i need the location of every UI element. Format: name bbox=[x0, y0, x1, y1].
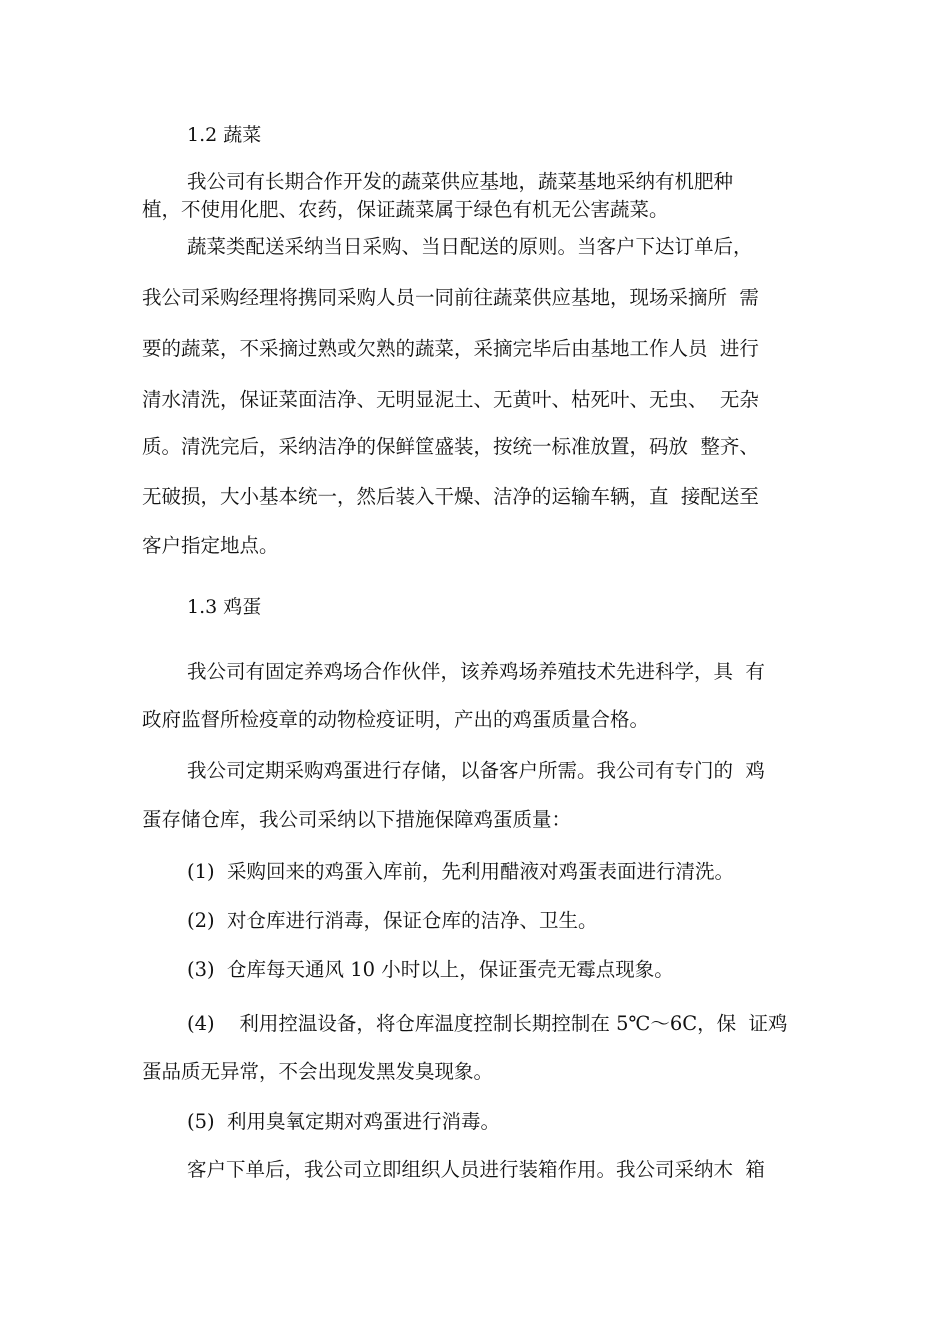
paragraph-line: 我公司有固定养鸡场合作伙伴，该养鸡场养殖技术先进科学，具 有 bbox=[187, 660, 765, 683]
paragraph-line: 我公司定期采购鸡蛋进行存储，以备客户所需。我公司有专门的 鸡 bbox=[187, 759, 765, 782]
paragraph-line: 无破损，大小基本统一，然后装入干燥、洁净的运输车辆，直 接配送至 bbox=[142, 485, 759, 508]
paragraph-line: 要的蔬菜，不采摘过熟或欠熟的蔬菜，采摘完毕后由基地工作人员 进行 bbox=[142, 337, 759, 360]
paragraph-line: 质。清洗完后，采纳洁净的保鲜筐盛装，按统一标准放置，码放 整齐、 bbox=[142, 435, 759, 458]
paragraph-line: 我公司采购经理将携同采购人员一同前往蔬菜供应基地，现场采摘所 需 bbox=[142, 286, 759, 309]
paragraph-line: 政府监督所检疫章的动物检疫证明，产出的鸡蛋质量合格。 bbox=[142, 708, 650, 731]
paragraph-line: 我公司有长期合作开发的蔬菜供应基地，蔬菜基地采纳有机肥种 bbox=[187, 170, 734, 193]
section-heading-vegetables: 1.2 蔬菜 bbox=[187, 124, 262, 146]
paragraph-line: 清水清洗，保证菜面洁净、无明显泥土、无黄叶、枯死叶、无虫、 无杂 bbox=[142, 388, 759, 411]
paragraph-line: 客户指定地点。 bbox=[142, 534, 279, 557]
paragraph-line: 蔬菜类配送采纳当日采购、当日配送的原则。当客户下达订单后， bbox=[187, 235, 753, 258]
paragraph-line: 蛋品质无异常，不会出现发黑发臭现象。 bbox=[142, 1060, 494, 1083]
list-item: (3) 仓库每天通风 10 小时以上，保证蛋壳无霉点现象。 bbox=[187, 958, 674, 981]
list-item: (5) 利用臭氧定期对鸡蛋进行消毒。 bbox=[187, 1110, 501, 1133]
list-item: (4) 利用控温设备，将仓库温度控制长期控制在 5℃〜6C，保 证鸡 bbox=[187, 1012, 788, 1035]
paragraph-line: 植，不使用化肥、农药，保证蔬菜属于绿色有机无公害蔬菜。 bbox=[142, 198, 669, 221]
list-item: (2) 对仓库进行消毒，保证仓库的洁净、卫生。 bbox=[187, 909, 598, 932]
paragraph-line: 客户下单后，我公司立即组织人员进行装箱作用。我公司采纳木 箱 bbox=[187, 1158, 765, 1181]
paragraph-line: 蛋存储仓库，我公司采纳以下措施保障鸡蛋质量： bbox=[142, 808, 572, 831]
list-item: (1) 采购回来的鸡蛋入库前，先利用醋液对鸡蛋表面进行清洗。 bbox=[187, 860, 735, 883]
section-heading-eggs: 1.3 鸡蛋 bbox=[187, 596, 262, 618]
